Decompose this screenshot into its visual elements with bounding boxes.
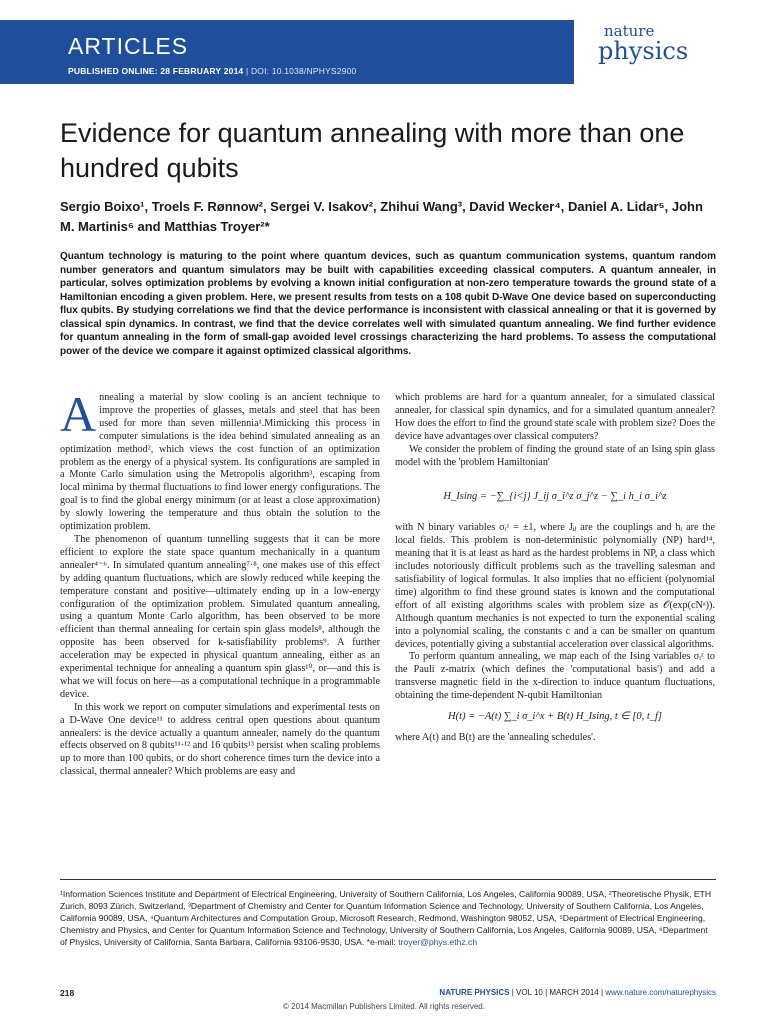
paragraph [60,386,380,534]
section-label: ARTICLES [68,33,189,59]
published-date: PUBLISHED ONLINE: 28 FEBRUARY 2014 [68,66,244,76]
paragraph: We consider the problem of finding the ground state of an Ising spin glass model with the 'problem Hamiltonian' [395,443,715,468]
logo-physics: physics [598,37,689,65]
copyright-notice: © 2014 Macmillan Publishers Limited. All rights reserved. [283,1002,485,1011]
equation-ising: H_Ising = −∑_{i<j} J_ij σ_i^z σ_j^z − ∑_i h_i σ_i^z [443,491,667,503]
paragraph: In this work we report on computer simulations and experimental tests on a D-Wave One device¹¹ to address central open questions about quantum annealers: is the device actually a quantum annealer, namely do the quantum effects observed on 8 qubits¹¹·¹² and 16 qubits¹³ persist when scaling problems up to more than 100 qubits, or do short coherence times turn the device into a classical, thermal annealer? Which problems are easy and [60,701,380,778]
email-link[interactable]: troyer@phys.ethz.ch [398,937,478,947]
author-list: Sergio Boixo¹, Troels F. Rønnow², Sergei V. Isakov², Zhihui Wang³, David Wecker⁴, Daniel A. Lidar⁵, John M. Martinis⁶ and Matthias Troyer²* [60,199,703,234]
affiliation-text: ¹Information Sciences Institute and Department of Electrical Engineering, University of Southern California, Los Angeles, California 90089, USA, ²Theoretische Physik, ETH Zurich, 8093 Zürich, Switzerland, ³Department of Chemistry and Center for Quantum Information Science and Technology, University of Southern California, Los Angeles, California 90089, USA, ⁴Quantum Architectures and Computation Group, Microsoft Research, Redmond, Washington 98052, USA, ⁵Department of Electrical Engineering, Chemistry and Physics, and Center for Quantum Information Science and Technology, University of Southern California, Los Angeles, California 90089, USA, ⁶Department of Physics, University of California, Santa Barbara, California 93106-9530, USA. *e-mail: [60,889,712,947]
footnote-divider [60,879,716,880]
affiliations [60,888,716,948]
paragraph-text: nnealing a material by slow cooling is an ancient technique to improve the properties of glasses, metals and steel that has been used for more than seven millennia¹.Mimicking this process in computer simulations is the idea behind simulated annealing as an optimization method², which views the cost function of an optimization problem as the energy of a physical system. Its configurations are sampled in a Monte Carlo simulation using the Metropolis algorithm³, escaping from local minima by thermal fluctuations to find lower energy configurations. The goal is to find the global energy minimum (or at least a close approximation) by slowly lowering the temperature and thus obtain the solution to the optimization problem. [60,392,380,533]
header-banner [0,0,768,88]
publication-info [68,66,357,76]
paragraph: The phenomenon of quantum tunnelling suggests that it can be more efficient to explore the state space quantum mechanically in a quantum annealer⁴⁻⁶. In simulated quantum annealing⁷·⁸, one makes use of this effect by adding quantum fluctuations, which are slowly reduced while keeping the temperature constant and positive—ultimately ending up in a low-energy configuration of the optimization problem. Simulated quantum annealing, using a quantum Monte Carlo algorithm, has been observed to be more efficient than thermal annealing for certain spin glass models⁸, although the opposite has been observed for k-satisfiability problems⁹. A further acceleration may be expected in physical quantum annealing, either as an experimental technique for annealing a quantum spin glass¹⁰, or—and this is what we will focus on here—as a computational technique in a programmable device. [60,533,380,700]
paragraph: which problems are hard for a quantum annealer, for a simulated classical annealer, for classical spin dynamics, and for a simulated quantum annealer? How does the effort to find the ground state scale with problem size? Does the device have advantages over classical computers? [395,392,715,442]
equation-hamiltonian: H(t) = −A(t) ∑_i σ_i^x + B(t) H_Ising, t ∈ [0, t_f] [447,711,662,723]
article-title: Evidence for quantum annealing with more than one hundred qubits [60,118,685,183]
doi-link[interactable]: | DOI: 10.1038/NPHYS2900 [243,66,357,76]
abstract: Quantum technology is maturing to the point where quantum devices, such as quantum communication systems, quantum random number generators and quantum simulators may be built with capabilities exceeding classical computers. A quantum annealer, in particular, solves optimization problems by evolving a known initial configuration at non-zero temperature towards the ground state of a Hamiltonian encoding a given problem. Here, we present results from tests on a 108 qubit D-Wave One device based on superconducting flux qubits. By studying correlations we find that the device performance is inconsistent with classical annealing or that it is governed by classical spin dynamics. In contrast, we find that the device correlates well with simulated quantum annealing. We find further evidence for quantum annealing in the form of small-gap avoided level crossings characterizing the hard problems. To assess the computational power of the device we compare it against optimized classical algorithms. [60,251,716,357]
logo-nature: nature [604,22,655,40]
journal-logo[interactable] [598,24,688,63]
journal-name: NATURE PHYSICS [439,988,510,997]
paragraph: with N binary variables σᵢᶻ = ±1, where Jᵢⱼ are the couplings and hᵢ are the local fields. This problem is non-deterministic polynomially (NP) hard¹⁴, meaning that it is at least as hard as the hardest problems in NP, a class which includes notoriously difficult problems such as the travelling salesman and satisfiability of logical formulas. It also implies that no efficient (polynomial time) algorithm to find these ground states is known and the computational effort of all existing algorithms scales with problem size as 𝒪(exp(cNᵃ)). Although quantum mechanics is not expected to turn the exponential scaling into a polynomial scaling, the constants c and a can be smaller on quantum devices, potentially giving a substantial acceleration over classical algorithms. [395,522,715,650]
journal-url-link[interactable]: www.nature.com/naturephysics [605,988,716,997]
journal-citation [439,988,716,997]
paragraph: To perform quantum annealing, we map each of the Ising variables σᵢᶻ to the Pauli z-matrix (which defines the 'computational basis') and add a transverse magnetic field in the x-direction to induce quantum fluctuations, obtaining the time-dependent N-qubit Hamiltonian [395,651,715,702]
page-number: 218 [60,988,75,998]
body-column-left [60,386,380,779]
journal-volume: | VOL 10 | MARCH 2014 | [509,988,606,997]
body-column-right [395,392,715,745]
paragraph: where A(t) and B(t) are the 'annealing schedules'. [395,731,596,743]
drop-cap: A [60,386,97,442]
